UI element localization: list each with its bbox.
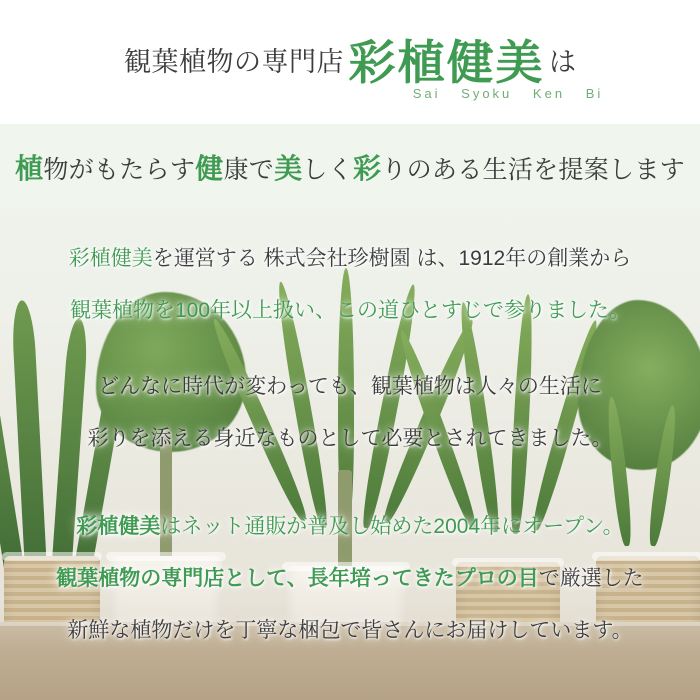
body-line-1 bbox=[0, 248, 700, 269]
brand-romaji bbox=[348, 86, 668, 101]
body-line-3-text: どんなに時代が変わっても、観葉植物は人々の生活に bbox=[98, 375, 602, 398]
romaji-part-3: Ken bbox=[532, 86, 566, 101]
body-line-5-text: はネット通販が普及し始めた2004年にオープン。 bbox=[160, 515, 624, 538]
headline-prefix: 観葉植物の専門店 bbox=[124, 47, 345, 77]
body-line-2 bbox=[0, 300, 700, 321]
body-line-1-brand: 彩植健美 bbox=[68, 247, 153, 270]
headline-suffix: は bbox=[548, 47, 576, 77]
body-line-6 bbox=[0, 568, 700, 589]
subheadline-seg-6: しく bbox=[302, 156, 354, 184]
pot-rim bbox=[592, 552, 700, 561]
body-line-5 bbox=[0, 516, 700, 537]
romaji-part-1: Sai bbox=[412, 86, 441, 101]
body-line-6-highlight: 観葉植物の専門店として、長年培ってきたプロの目 bbox=[56, 567, 539, 590]
body-line-1-text-a: を運営する bbox=[152, 247, 264, 270]
pot-rim bbox=[2, 552, 102, 561]
body-line-1-text-b: は、1912年の創業から bbox=[410, 247, 632, 270]
subheadline-seg-3: 健 bbox=[195, 153, 224, 184]
body-line-1-company: 株式会社珍樹園 bbox=[263, 247, 411, 270]
body-line-6-text: で厳選した bbox=[538, 567, 644, 590]
brand-name: 彩植健美 bbox=[348, 36, 545, 89]
romaji-part-2: Syoku bbox=[461, 86, 513, 101]
body-line-5-brand: 彩植健美 bbox=[76, 515, 161, 538]
body-line-2-text: 観葉植物を100年以上扱い、この道ひとすじで参りました。 bbox=[69, 299, 631, 322]
subheadline-seg-5: 美 bbox=[274, 153, 303, 184]
subheadline bbox=[0, 147, 700, 187]
subheadline-seg-7: 彩 bbox=[353, 153, 382, 184]
pot-rim bbox=[452, 558, 564, 567]
subheadline-seg-2: 物がもたらす bbox=[43, 156, 196, 184]
body-line-4-text: 彩りを添える身近なものとして必要とされてきました。 bbox=[87, 427, 613, 450]
romaji-part-4: Bi bbox=[585, 86, 604, 101]
body-line-7 bbox=[0, 620, 700, 641]
pot-rim bbox=[106, 552, 226, 561]
subheadline-seg-4: 康で bbox=[223, 156, 275, 184]
subheadline-seg-1: 植 bbox=[15, 153, 44, 184]
dracaena-leaf bbox=[508, 294, 536, 534]
body-line-3 bbox=[0, 376, 700, 397]
subheadline-seg-8: りのある生活を提案します bbox=[381, 156, 685, 184]
body-line-7-text: 新鮮な植物だけを丁寧な梱包で皆さんにお届けしています。 bbox=[67, 619, 633, 642]
body-line-4 bbox=[0, 428, 700, 449]
